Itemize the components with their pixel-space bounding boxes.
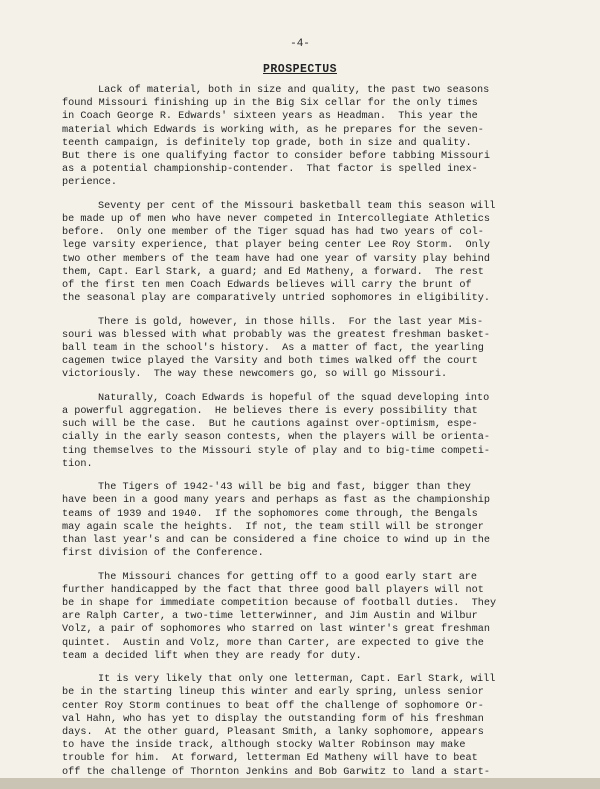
text-line: found Missouri finishing up in the Big Six cellar for the only times	[62, 98, 478, 110]
text-line: Volz, a pair of sophomores who starred on last winter's great freshman	[62, 624, 490, 636]
text-line: ball team in the school's history. As a matter of fact, the yearling	[62, 343, 484, 355]
text-line: teenth campaign, is definitely top grade, both in size and quality.	[62, 137, 472, 149]
paragraph	[62, 392, 552, 471]
text-line: are Ralph Carter, a two-time letterwinner, and Jim Austin and Wilbur	[62, 611, 478, 623]
text-line: be made up of men who have never competed in Intercollegiate Athletics	[62, 214, 490, 226]
text-line: center Roy Storm continues to beat off the challenge of sophomore Or-	[62, 700, 484, 712]
text-line: before. Only one member of the Tiger squad has had two years of col-	[62, 227, 484, 239]
text-line: team a decided lift when they are ready for duty.	[62, 650, 362, 662]
text-line: There is gold, however, in those hills. For the last year Mis-	[98, 316, 484, 328]
text-line: as a potential championship-contender. That factor is spelled inex-	[62, 164, 478, 176]
text-line: Naturally, Coach Edwards is hopeful of the squad developing into	[98, 392, 490, 404]
text-line: cagemen twice played the Varsity and both times walked off the court	[62, 356, 478, 368]
paragraph	[62, 316, 552, 382]
text-line: be in shape for immediate competition because of football duties. They	[62, 598, 497, 610]
text-line: quintet. Austin and Volz, more than Carter, are expected to give the	[62, 637, 484, 649]
text-line: tion.	[62, 458, 93, 470]
text-line: in Coach George R. Edwards' sixteen years as Headman. This year the	[62, 111, 478, 123]
text-line: have been in a good many years and perhaps as fast as the championship	[62, 495, 490, 507]
paragraph	[62, 481, 552, 560]
text-line: The Missouri chances for getting off to a good early start are	[98, 571, 478, 583]
text-line: a powerful aggregation. He believes there is every possibility that	[62, 406, 478, 418]
text-line: It is very likely that only one letterman, Capt. Earl Stark, will	[98, 674, 496, 686]
text-line: victoriously. The way these newcomers go, so will go Missouri.	[62, 369, 448, 381]
page-title: PROSPECTUS	[262, 63, 337, 76]
text-line: be in the starting lineup this winter and early spring, unless senior	[62, 687, 484, 699]
body-text	[62, 84, 552, 789]
text-line: lege varsity experience, that player being center Lee Roy Storm. Only	[62, 240, 490, 252]
text-line: val Hahn, who has yet to display the outstanding form of his freshman	[62, 713, 484, 725]
text-line: the seasonal play are comparatively untried sophomores in eligibility.	[62, 293, 490, 305]
text-line: perience.	[62, 177, 118, 189]
paragraph	[62, 200, 552, 306]
text-line: of the first ten men Coach Edwards believes will carry the brunt of	[62, 280, 472, 292]
text-line: Seventy per cent of the Missouri basketball team this season will	[98, 200, 496, 212]
page-number: -4-	[290, 38, 310, 50]
text-line: souri was blessed with what probably was the greatest freshman basket-	[62, 329, 490, 341]
text-line: than last year's and can be considered a fine choice to wind up in the	[62, 535, 490, 547]
text-line: But there is one qualifying factor to consider before tabbing Missouri	[62, 151, 490, 163]
text-line: ting themselves to the Missouri style of play and to big-time competi-	[62, 445, 490, 457]
text-line: The Tigers of 1942-'43 will be big and fast, bigger than they	[98, 482, 471, 494]
text-line: days. At the other guard, Pleasant Smith, a lanky sophomore, appears	[62, 727, 484, 739]
text-line: to have the inside track, although stocky Walter Robinson may make	[62, 740, 466, 752]
text-line: two other members of the team have had one year of varsity play behind	[62, 253, 490, 265]
text-line: such will be the case. But he cautions against over-optimism, espe-	[62, 419, 478, 431]
text-line: first division of the Conference.	[62, 548, 264, 560]
text-line: material which Edwards is working with, as he prepares for the seven-	[62, 124, 484, 136]
text-line: teams of 1939 and 1940. If the sophomores come through, the Bengals	[62, 508, 478, 520]
paragraph	[62, 571, 552, 663]
text-line: trouble for him. At forward, letterman Ed Matheny will have to beat	[62, 753, 478, 765]
paragraph	[62, 673, 552, 779]
text-line: off the challenge of Thornton Jenkins and Bob Garwitz to land a start-	[62, 766, 490, 778]
text-line: further handicapped by the fact that three good ball players will not	[62, 584, 484, 596]
text-line: Lack of material, both in size and quality, the past two seasons	[98, 85, 490, 96]
text-line: cially in the early season contests, when the players will be orienta-	[62, 432, 490, 444]
paragraph	[62, 84, 552, 190]
text-line: them, Capt. Earl Stark, a guard; and Ed Matheny, a forward. The rest	[62, 266, 484, 278]
text-line: may again scale the heights. If not, the team still will be stronger	[62, 521, 484, 533]
